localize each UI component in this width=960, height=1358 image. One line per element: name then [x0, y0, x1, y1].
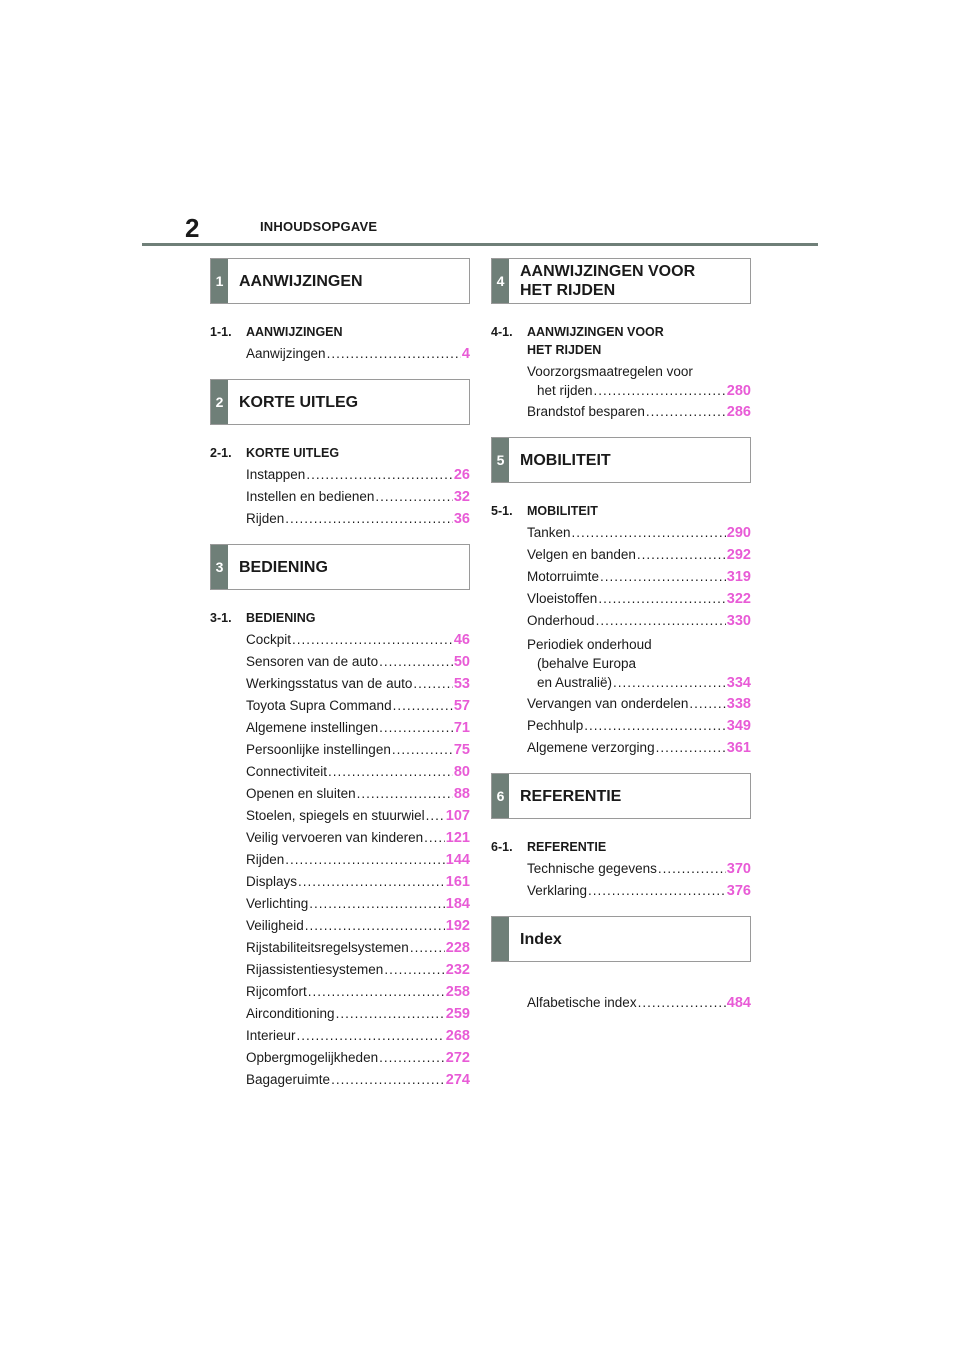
- toc-page-link[interactable]: 286: [726, 404, 751, 420]
- toc-entry-label: Vervangen van onderdelen: [527, 696, 689, 711]
- toc-page-link[interactable]: 334: [726, 675, 751, 691]
- dot-leader: [336, 1003, 445, 1025]
- toc-page-link[interactable]: 338: [726, 696, 751, 712]
- toc-entry-label: Voorzorgsmaatregelen voor: [527, 364, 693, 379]
- toc-entry-label: Brandstof besparen: [527, 404, 645, 419]
- dot-leader: [426, 805, 445, 827]
- toc-entry-label: Toyota Supra Command: [246, 698, 392, 713]
- dot-leader: [379, 651, 453, 673]
- toc-entry[interactable]: [210, 893, 470, 915]
- toc-entry-label: Displays: [246, 874, 298, 889]
- toc-entry-label: Sensoren van de auto: [246, 654, 379, 669]
- toc-entry-label: en Australië): [537, 675, 613, 690]
- toc-entry-label: Interieur: [246, 1028, 296, 1043]
- toc-entry-label: Connectiviteit: [246, 764, 328, 779]
- toc-page-link[interactable]: 319: [726, 569, 751, 585]
- toc-entry[interactable]: [210, 508, 470, 530]
- subsection-title: AANWIJZINGEN: [246, 325, 343, 339]
- toc-page-link[interactable]: 32: [453, 489, 470, 505]
- toc-page-link[interactable]: 57: [453, 698, 470, 714]
- toc-page-link[interactable]: 290: [726, 525, 751, 541]
- dot-leader: [328, 761, 453, 783]
- toc-entry[interactable]: [491, 880, 751, 902]
- toc-entry-last-line: [527, 673, 751, 693]
- toc-page-link[interactable]: 361: [726, 740, 751, 756]
- toc-entry[interactable]: [210, 486, 470, 508]
- subsection-heading: [491, 323, 751, 359]
- dot-leader: [357, 783, 453, 805]
- section-number: 2: [211, 380, 228, 424]
- dot-leader: [410, 937, 445, 959]
- toc-entry-label: Aanwijzingen: [246, 346, 326, 361]
- toc-entry-label: Algemene verzorging: [527, 740, 655, 755]
- toc-page-link[interactable]: 258: [445, 984, 470, 1000]
- section-number: 4: [492, 259, 509, 303]
- dot-leader: [588, 880, 726, 902]
- toc-page-link[interactable]: 232: [445, 962, 470, 978]
- toc-page-link[interactable]: 274: [445, 1072, 470, 1088]
- toc-entry-list: [491, 522, 751, 759]
- toc-entry[interactable]: [491, 362, 751, 401]
- dot-leader: [638, 992, 726, 1014]
- section-header: [491, 773, 751, 819]
- subsection-code: 3-1.: [210, 611, 232, 625]
- dot-leader: [379, 1047, 445, 1069]
- toc-page-link[interactable]: 272: [445, 1050, 470, 1066]
- dot-leader: [596, 610, 726, 632]
- toc-entry-last-line: [527, 381, 751, 401]
- dot-leader: [584, 715, 726, 737]
- section-title: BEDIENING: [239, 558, 328, 576]
- section-number: 1: [211, 259, 228, 303]
- dot-leader: [292, 629, 453, 651]
- subsection-code: 2-1.: [210, 446, 232, 460]
- section-title: AANWIJZINGEN: [239, 272, 363, 290]
- subsection-heading: [491, 502, 751, 520]
- subsection-title: BEDIENING: [246, 611, 316, 625]
- toc-entry-label: Instappen: [246, 467, 306, 482]
- toc-entry[interactable]: [210, 871, 470, 893]
- toc-entry-label: Algemene instellingen: [246, 720, 379, 735]
- subsection-title: AANWIJZINGEN VOOR HET RIJDEN: [527, 325, 664, 357]
- dot-leader: [600, 566, 726, 588]
- toc-entry[interactable]: [210, 673, 470, 695]
- dot-leader: [327, 343, 461, 365]
- toc-entry-list: [210, 343, 470, 365]
- subsection-heading: [210, 444, 470, 462]
- toc-page-link[interactable]: 53: [453, 676, 470, 692]
- dot-leader: [689, 693, 725, 715]
- toc-page-link[interactable]: 184: [445, 896, 470, 912]
- subsection-title: MOBILITEIT: [527, 504, 598, 518]
- toc-page-link[interactable]: 121: [445, 830, 470, 846]
- toc-page-link[interactable]: 46: [453, 632, 470, 648]
- section-header: [210, 544, 470, 590]
- toc-entry[interactable]: [491, 635, 751, 693]
- toc-entry-label: Persoonlijke instellingen: [246, 742, 391, 757]
- toc-entry[interactable]: [491, 737, 751, 759]
- section-number: 6: [492, 774, 509, 818]
- section-title: KORTE UITLEG: [239, 393, 359, 411]
- toc-entry[interactable]: [491, 544, 751, 566]
- toc-entry-label: Periodiek onderhoud: [527, 637, 652, 652]
- spacer: [491, 962, 751, 990]
- toc-page-link[interactable]: 280: [726, 383, 751, 399]
- toc-entry-label: Werkingsstatus van de auto: [246, 676, 413, 691]
- toc-entry[interactable]: [210, 343, 470, 365]
- toc-page-link[interactable]: 259: [445, 1006, 470, 1022]
- toc-page-link[interactable]: 484: [726, 995, 751, 1011]
- toc-entry[interactable]: [491, 715, 751, 737]
- dot-leader: [298, 871, 445, 893]
- toc-page-link[interactable]: 292: [726, 547, 751, 563]
- toc-entry[interactable]: [210, 827, 470, 849]
- dot-leader: [646, 401, 726, 423]
- toc-entry[interactable]: [210, 783, 470, 805]
- toc-entry-label: Verlichting: [246, 896, 309, 911]
- toc-page-link[interactable]: 107: [445, 808, 470, 824]
- toc-page-link[interactable]: 330: [726, 613, 751, 629]
- toc-entry-list: [210, 629, 470, 1091]
- toc-entry-label: Rijden: [246, 852, 285, 867]
- toc-entry-label: Rijassistentiesystemen: [246, 962, 384, 977]
- toc-page-link[interactable]: 192: [445, 918, 470, 934]
- toc-entry-label: Tanken: [527, 525, 571, 540]
- toc-entry-label: Alfabetische index: [527, 995, 637, 1010]
- toc-entry[interactable]: [210, 1003, 470, 1025]
- dot-leader: [392, 739, 453, 761]
- section-number: [492, 917, 509, 961]
- dot-leader: [424, 827, 445, 849]
- toc-page-link[interactable]: 322: [726, 591, 751, 607]
- toc-page-link[interactable]: 88: [453, 786, 470, 802]
- toc-entry[interactable]: [491, 588, 751, 610]
- toc-entry-label: Bagageruimte: [246, 1072, 331, 1087]
- toc-entry-label: Rijden: [246, 511, 285, 526]
- toc-entry[interactable]: [210, 717, 470, 739]
- toc-entry[interactable]: [210, 695, 470, 717]
- toc-entry[interactable]: [210, 1047, 470, 1069]
- dot-leader: [656, 737, 726, 759]
- section-title: AANWIJZINGEN VOOR HET RIJDEN: [520, 263, 696, 299]
- toc-entry-label: Rijstabiliteitsregelsystemen: [246, 940, 409, 955]
- section-header: [210, 258, 470, 304]
- toc-page-link[interactable]: 376: [726, 883, 751, 899]
- subsection-heading: [491, 838, 751, 856]
- toc-entry[interactable]: [210, 849, 470, 871]
- section-title: Index: [520, 930, 562, 948]
- toc-page-link[interactable]: 26: [453, 467, 470, 483]
- toc-entry[interactable]: [491, 858, 751, 880]
- toc-page-link[interactable]: 4: [461, 346, 470, 362]
- toc-entry[interactable]: [210, 915, 470, 937]
- toc-entry[interactable]: [210, 464, 470, 486]
- toc-entry[interactable]: [491, 566, 751, 588]
- toc-page-link[interactable]: 71: [453, 720, 470, 736]
- toc-entry-label: Airconditioning: [246, 1006, 335, 1021]
- toc-entry-label: Technische gegevens: [527, 861, 657, 876]
- page-title: INHOUDSOPGAVE: [260, 219, 378, 234]
- section-header: [210, 379, 470, 425]
- toc-entry-label: Veiligheid: [246, 918, 304, 933]
- toc-entry[interactable]: [491, 693, 751, 715]
- toc-entry-label: Rijcomfort: [246, 984, 307, 999]
- dot-leader: [285, 849, 445, 871]
- section-header: [491, 916, 751, 962]
- subsection-title: KORTE UITLEG: [246, 446, 340, 460]
- page-number: 2: [185, 213, 200, 243]
- toc-right-column: [491, 258, 751, 1028]
- toc-left-column: [210, 258, 470, 1105]
- toc-entry-label: Opbergmogelijkheden: [246, 1050, 379, 1065]
- section-number: 3: [211, 545, 228, 589]
- toc-entry[interactable]: [491, 522, 751, 544]
- toc-page-link[interactable]: 80: [453, 764, 470, 780]
- toc-entry[interactable]: [210, 805, 470, 827]
- toc-entry[interactable]: [491, 992, 751, 1014]
- section-title: MOBILITEIT: [520, 451, 611, 469]
- subsection-heading: [210, 323, 470, 341]
- toc-page-link[interactable]: 36: [453, 511, 470, 527]
- section-number: 5: [492, 438, 509, 482]
- toc-entry-list: [491, 362, 751, 423]
- dot-leader: [375, 486, 453, 508]
- toc-entry-label: het rijden: [537, 383, 593, 398]
- dot-leader: [379, 717, 453, 739]
- subsection-code: 6-1.: [491, 840, 513, 854]
- dot-leader: [572, 522, 726, 544]
- toc-entry[interactable]: [210, 651, 470, 673]
- toc-page-link[interactable]: 349: [726, 718, 751, 734]
- toc-page-link[interactable]: 228: [445, 940, 470, 956]
- dot-leader: [331, 1069, 445, 1091]
- toc-page-link[interactable]: 370: [726, 861, 751, 877]
- toc-entry[interactable]: [210, 629, 470, 651]
- toc-entry-label: Pechhulp: [527, 718, 584, 733]
- toc-page-link[interactable]: 144: [445, 852, 470, 868]
- dot-leader: [594, 381, 726, 400]
- dot-leader: [384, 959, 444, 981]
- dot-leader: [305, 915, 445, 937]
- toc-entry[interactable]: [210, 1069, 470, 1091]
- toc-entry-list: [491, 992, 751, 1014]
- toc-page-link[interactable]: 161: [445, 874, 470, 890]
- toc-entry-list: [210, 464, 470, 530]
- dot-leader: [308, 981, 445, 1003]
- section-header: [491, 258, 751, 304]
- subsection-code: 1-1.: [210, 325, 232, 339]
- toc-page-link[interactable]: 268: [445, 1028, 470, 1044]
- toc-entry[interactable]: [210, 937, 470, 959]
- toc-entry[interactable]: [210, 739, 470, 761]
- dot-leader: [297, 1025, 445, 1047]
- dot-leader: [309, 893, 445, 915]
- toc-entry-label: (behalve Europa: [537, 656, 637, 671]
- subsection-code: 4-1.: [491, 325, 513, 339]
- toc-entry-label: Onderhoud: [527, 613, 595, 628]
- toc-entry[interactable]: [210, 959, 470, 981]
- toc-entry-label: Velgen en banden: [527, 547, 636, 562]
- dot-leader: [613, 673, 726, 692]
- toc-entry[interactable]: [491, 610, 751, 632]
- toc-page-link[interactable]: 50: [453, 654, 470, 670]
- dot-leader: [637, 544, 726, 566]
- toc-entry[interactable]: [491, 401, 751, 423]
- toc-entry-label: Cockpit: [246, 632, 292, 647]
- dot-leader: [658, 858, 726, 880]
- dot-leader: [285, 508, 453, 530]
- toc-entry-list: [491, 858, 751, 902]
- toc-entry-label: Openen en sluiten: [246, 786, 356, 801]
- subsection-code: 5-1.: [491, 504, 513, 518]
- toc-entry-label: Veilig vervoeren van kinderen: [246, 830, 424, 845]
- toc-entry[interactable]: [210, 761, 470, 783]
- dot-leader: [413, 673, 453, 695]
- section-header: [491, 437, 751, 483]
- toc-entry[interactable]: [210, 981, 470, 1003]
- dot-leader: [393, 695, 453, 717]
- toc-entry-label: Vloeistoffen: [527, 591, 598, 606]
- toc-entry-label: Verklaring: [527, 883, 588, 898]
- toc-entry-label: Stoelen, spiegels en stuurwiel: [246, 808, 425, 823]
- toc-entry-label: Motorruimte: [527, 569, 600, 584]
- dot-leader: [598, 588, 725, 610]
- header-rule: [142, 243, 818, 246]
- section-title: REFERENTIE: [520, 787, 622, 805]
- toc-entry-label: Instellen en bedienen: [246, 489, 375, 504]
- toc-entry[interactable]: [210, 1025, 470, 1047]
- subsection-heading: [210, 609, 470, 627]
- dot-leader: [306, 464, 453, 486]
- subsection-title: REFERENTIE: [527, 840, 607, 854]
- toc-page-link[interactable]: 75: [453, 742, 470, 758]
